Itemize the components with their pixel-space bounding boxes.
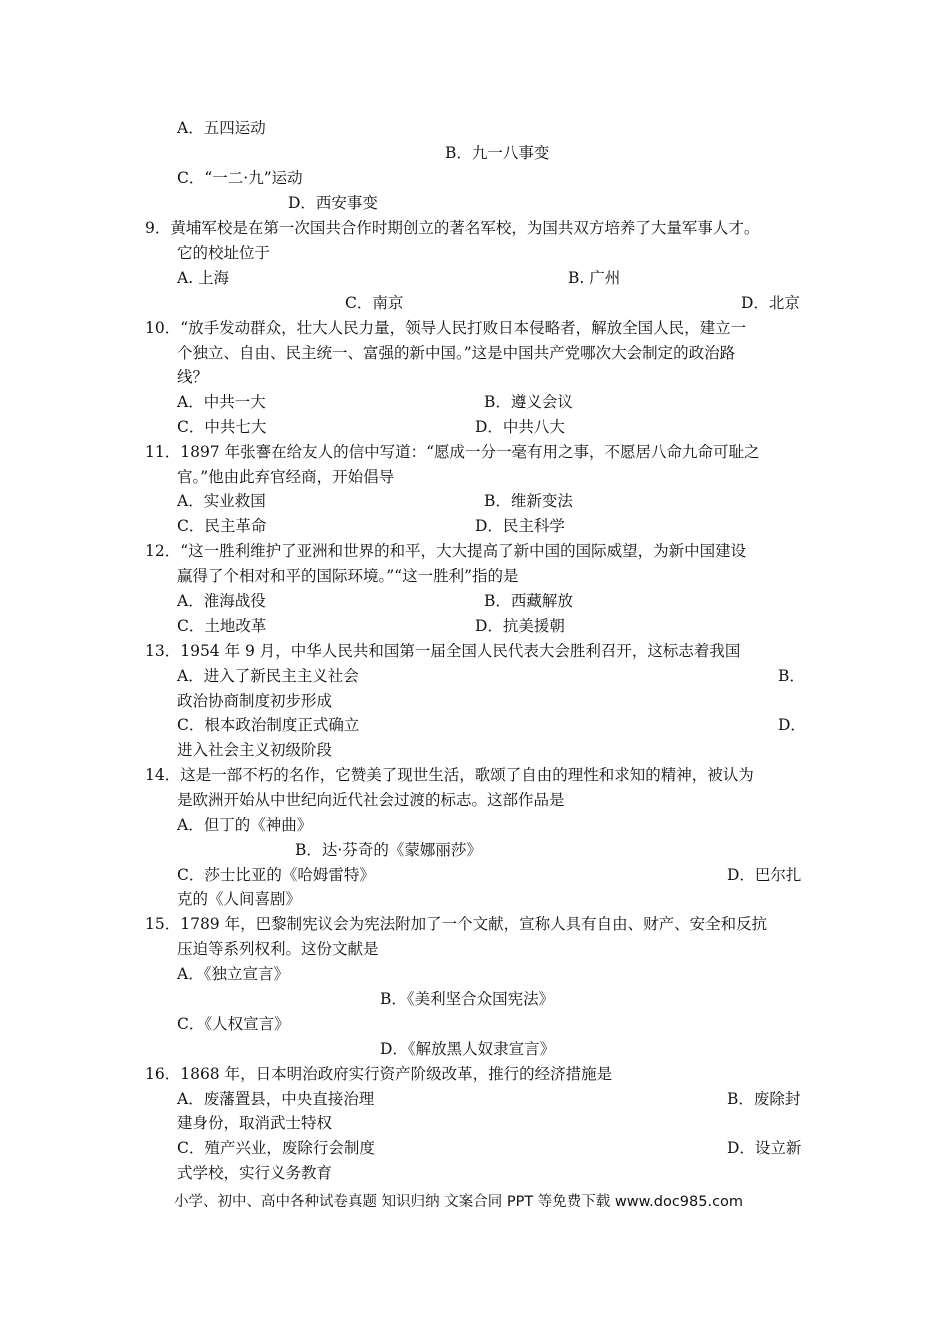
q13-option-d-label: D．: [778, 716, 806, 734]
q16-option-a: A．废藩置县，中央直接治理: [177, 1090, 375, 1108]
q16-option-b-label: B．废除封: [727, 1090, 801, 1108]
q15-option-a: A．《独立宣言》: [177, 965, 289, 983]
q14-option-d-label: D．巴尔扎: [727, 866, 802, 884]
q15-option-c: C．《人权宣言》: [177, 1015, 290, 1033]
q12-option-a: A．淮海战役: [177, 592, 266, 610]
q10-option-b: B．遵义会议: [484, 393, 573, 411]
q13-option-c: C．根本政治制度正式确立: [177, 716, 360, 734]
q15-option-d: D．《解放黑人奴隶宣言》: [380, 1040, 556, 1058]
q8-option-c: C．“一二·九”运动: [177, 169, 303, 187]
q15-stem-line2: 压迫等系列权利。这份文献是: [177, 940, 379, 958]
q16-option-b-continued: 建身份，取消武士特权: [177, 1114, 333, 1132]
q9-stem-line2: 它的校址位于: [177, 244, 271, 262]
q10-option-c: C．中共七大: [177, 418, 267, 436]
q14-option-c: C．莎士比亚的《哈姆雷特》: [177, 866, 375, 884]
q12-stem-line2: 赢得了个相对和平的国际环境。”“这一胜利”指的是: [177, 567, 519, 585]
q9-option-c: C．南京: [345, 294, 404, 312]
q13-stem-line1: 13．1954 年 9 月，中华人民共和国第一届全国人民代表大会胜利召开，这标志着我国: [145, 642, 741, 660]
q12-option-d: D．抗美援朝: [475, 617, 565, 635]
q13-option-b-continued: 政治协商制度初步形成: [177, 692, 333, 710]
q8-option-b: B．九一八事变: [445, 144, 550, 162]
q16-stem-line1: 16．1868 年，日本明治政府实行资产阶级改革，推行的经济措施是: [145, 1065, 613, 1083]
q13-option-d-continued: 进入社会主义初级阶段: [177, 741, 333, 759]
q16-option-c: C．殖产兴业，废除行会制度: [177, 1139, 375, 1157]
q11-stem-line2: 官。”他由此弃官经商，开始倡导: [177, 468, 395, 486]
q12-option-b: B．西藏解放: [484, 592, 573, 610]
q15-option-b: B．《美利坚合众国宪法》: [380, 990, 555, 1008]
q16-option-d-label: D．设立新: [727, 1139, 802, 1157]
q9-option-a: A. 上海: [177, 269, 230, 287]
q8-option-a: A．五四运动: [177, 119, 266, 137]
q11-option-d: D．民主科学: [475, 517, 565, 535]
q10-stem-line3: 线？: [177, 368, 209, 386]
q12-option-c: C．土地改革: [177, 617, 267, 635]
q10-stem-line2: 个独立、自由、民主统一、富强的新中国。”这是中国共产党哪次大会制定的政治路: [177, 344, 736, 362]
q10-option-a: A．中共一大: [177, 393, 266, 411]
q10-option-d: D．中共八大: [475, 418, 565, 436]
q13-option-b-label: B．: [778, 667, 805, 685]
q14-option-a: A．但丁的《神曲》: [177, 816, 313, 834]
q12-stem-line1: 12．“这一胜利维护了亚洲和世界的和平，大大提高了新中国的国际威望，为新中国建设: [145, 542, 747, 560]
q11-option-c: C．民主革命: [177, 517, 267, 535]
q10-stem-line1: 10．“放手发动群众，壮大人民力量，领导人民打败日本侵略者，解放全国人民，建立一: [145, 319, 747, 337]
q11-option-a: A．实业救国: [177, 492, 266, 510]
q16-option-d-continued: 式学校，实行义务教育: [177, 1164, 333, 1182]
q9-option-d: D．北京: [741, 294, 800, 312]
q11-stem-line1: 11．1897 年张謇在给友人的信中写道：“愿成一分一毫有用之事，不愿居八命九命可耻之: [145, 443, 760, 461]
q9-stem-line1: 9．黄埔军校是在第一次国共合作时期创立的著名军校，为国共双方培养了大量军事人才。: [145, 219, 760, 237]
q15-stem-line1: 15．1789 年，巴黎制宪议会为宪法附加了一个文献，宣称人具有自由、财产、安全和反抗: [145, 915, 768, 933]
q14-option-b: B．达·芬奇的《蒙娜丽莎》: [295, 841, 482, 859]
q8-option-d: D．西安事变: [288, 194, 378, 212]
q11-option-b: B．维新变法: [484, 492, 573, 510]
q14-stem-line2: 是欧洲开始从中世纪向近代社会过渡的标志。这部作品是: [177, 791, 565, 809]
q14-option-d-continued: 克的《人间喜剧》: [177, 890, 302, 908]
q14-stem-line1: 14．这是一部不朽的名作，它赞美了现世生活，歌颂了自由的理性和求知的精神，被认为: [145, 766, 754, 784]
page-footer: 小学、初中、高中各种试卷真题 知识归纳 文案合同 PPT 等免费下载 www.doc985.com: [174, 1194, 744, 1210]
q9-option-b: B. 广州: [568, 269, 621, 287]
q13-option-a: A．进入了新民主主义社会: [177, 667, 359, 685]
